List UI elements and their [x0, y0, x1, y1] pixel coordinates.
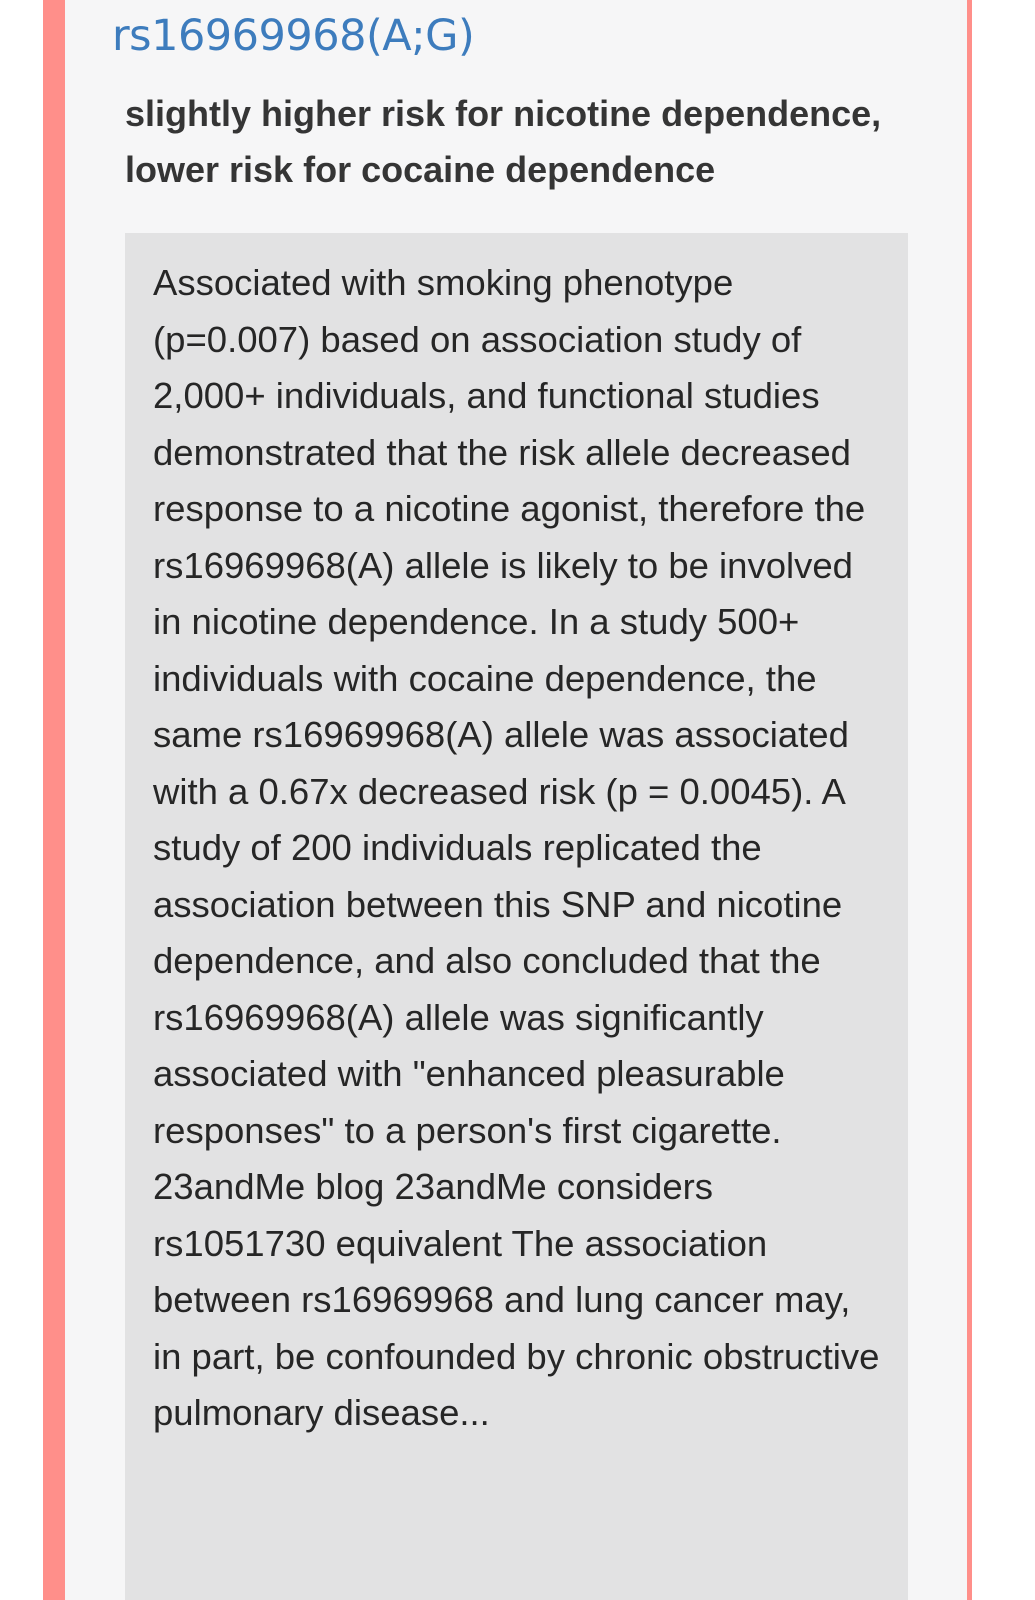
description-text: Associated with smoking phenotype (p=0.007) based on association study of 2,000+ individuals, and functional studies demonstrated that the risk allele decreased response to a nicotine agonist, therefore the rs16969968(A) allele is likely to be involved in nicotine dependence. In a study 500+ individuals with cocaine dependence, the same rs16969968(A) allele was associated with a 0.67x decreased risk (p = 0.0045). A study of 200 individuals replicated the association between this SNP and nicotine dependence, and also concluded that the rs16969968(A) allele was significantly associated with "enhanced pleasurable responses" to a person's first cigarette. 23andMe blog 23andMe considers rs1051730 equivalent The association between rs16969968 and lung cancer may, in part, be confounded by chronic obstructive pulmonary disease... — [153, 262, 880, 1433]
genotype-link[interactable]: rs16969968(A;G) — [112, 11, 475, 61]
genotype-card-content — [65, 0, 967, 1600]
description-box — [125, 233, 908, 1600]
genotype-summary: slightly higher risk for nicotine dependence, lower risk for cocaine dependence — [125, 93, 882, 190]
genotype-card — [43, 0, 972, 1600]
